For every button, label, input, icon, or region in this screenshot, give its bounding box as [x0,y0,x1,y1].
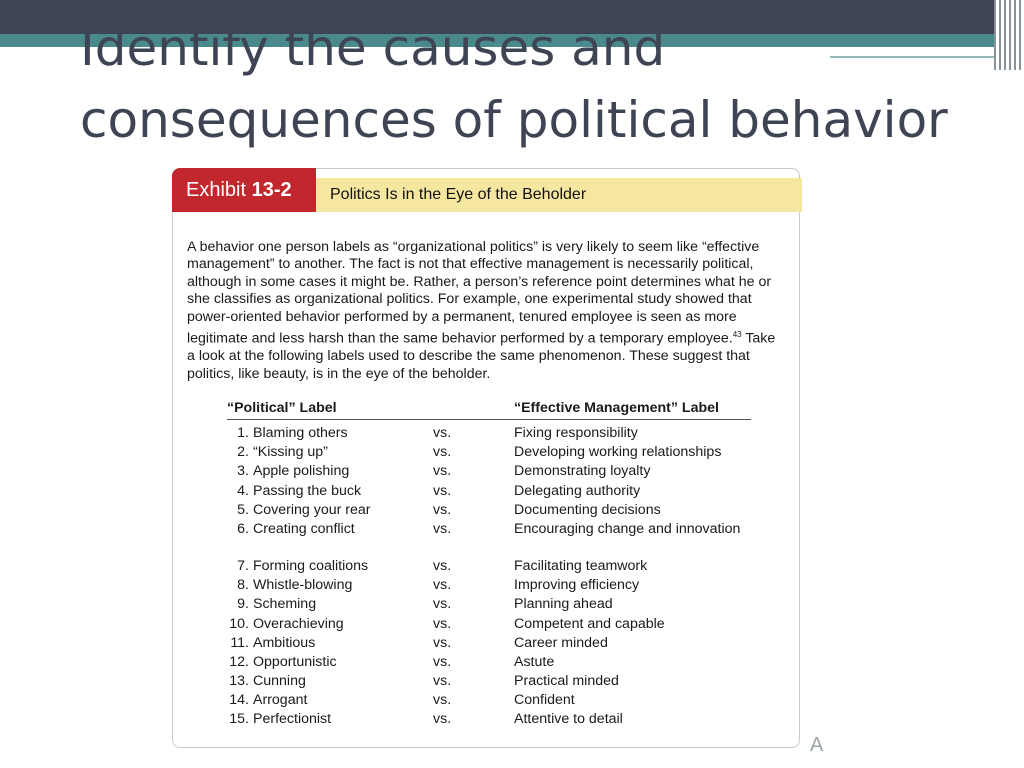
effective-label: Facilitating teamwork [514,557,648,574]
footnote-ref: 43 [732,330,742,340]
versus-label: vs. [433,711,452,728]
table-body [227,420,751,730]
political-label: Forming coalitions [253,557,369,574]
exhibit-label-prefix: Exhibit [186,179,252,201]
table-row [227,443,751,462]
row-number: 15. [229,711,249,728]
row-number: 6. [237,520,249,537]
versus-label: vs. [433,615,452,632]
effective-label: Improving efficiency [514,577,640,594]
table-row [227,634,751,653]
exhibit-title: Politics Is in the Eye of the Beholder [316,178,802,212]
row-number: 8. [237,577,249,594]
table-row [227,672,751,691]
row-number: 13. [229,673,249,690]
slide-title: Identify the causes and consequences of political behavior [80,19,948,149]
versus-label: vs. [433,520,452,537]
versus-label: vs. [433,577,452,594]
table-row [227,653,751,672]
versus-label: vs. [433,692,452,709]
political-label: Whistle-blowing [253,577,353,594]
body-text: A behavior one person labels as “organizational politics” is very likely to seem like “effective management” to another. The fact is not that effective management is necessarily political, although in some cases it might be. Rather, a person’s reference point determines what he or she classifies as organizational politics. For example, one experimental study showed that power-oriented behavior performed by a permanent, tenured employee is seen as more legitimate and less harsh than the same behavior performed by a temporary employee. [187,239,772,347]
table-row [227,462,751,481]
political-label: Passing the buck [253,482,362,499]
row-number: 4. [237,482,249,499]
political-label: Scheming [253,596,317,613]
political-label: Apple polishing [253,463,350,480]
effective-label: Astute [514,653,555,670]
table-row [227,576,751,595]
table-row [227,557,751,576]
political-label: Cunning [253,673,306,690]
effective-label: Developing working relationships [514,444,722,461]
table-row [227,710,751,729]
row-number: 11. [230,634,249,651]
exhibit-body [187,239,787,383]
row-number: 12. [229,653,249,670]
political-label: Opportunistic [253,653,337,670]
labels-table [227,400,751,730]
versus-label: vs. [433,653,452,670]
row-number: 7. [237,557,249,574]
political-label: Creating conflict [253,520,355,537]
political-label: “Kissing up” [253,444,328,461]
corner-glyph: A [810,734,824,756]
versus-label: vs. [433,501,452,518]
political-label: Covering your rear [253,501,371,518]
table-row [227,615,751,634]
versus-label: vs. [433,673,452,690]
row-number: 2. [237,444,249,461]
political-label: Overachieving [253,615,344,632]
row-number: 5. [237,501,249,518]
effective-label: Fixing responsibility [514,425,638,441]
effective-label: Documenting decisions [514,501,661,518]
effective-label: Delegating authority [514,482,641,499]
effective-label: Attentive to detail [514,711,623,728]
versus-label: vs. [433,444,452,461]
versus-label: vs. [433,634,452,651]
table-row [227,520,751,557]
effective-label: Competent and capable [514,615,665,632]
row-number: 10. [229,615,249,632]
table-row [227,482,751,501]
effective-label: Practical minded [514,673,619,690]
table-row [227,501,751,520]
political-label: Arrogant [253,692,308,709]
political-label: Blaming others [253,425,348,441]
table-row [227,691,751,710]
versus-label: vs. [433,482,452,499]
versus-label: vs. [433,425,452,441]
column-header-political: “Political” Label [227,400,337,416]
row-number: 9. [237,596,249,613]
table-header [227,400,751,420]
exhibit-box [172,168,800,748]
versus-label: vs. [433,463,452,480]
table-row [227,595,751,614]
political-label: Ambitious [253,634,316,651]
row-number: 3. [237,463,249,480]
effective-label: Career minded [514,634,608,651]
column-header-effective: “Effective Management” Label [514,400,719,416]
effective-label: Planning ahead [514,596,613,613]
row-number: 1. [237,425,249,441]
exhibit-number: 13-2 [251,179,292,201]
decorative-lines [994,0,1024,70]
exhibit-label [172,168,316,212]
table-row [227,424,751,443]
versus-label: vs. [433,596,452,613]
effective-label: Demonstrating loyalty [514,463,651,480]
body-text-continued: Take a look at the following labels used to describe the same phenomenon. These suggest that politics, like beauty, is in the eye of the beholder. [187,330,776,382]
row-number: 14. [229,692,249,709]
effective-label: Encouraging change and innovation [514,520,741,537]
effective-label: Confident [514,692,575,709]
political-label: Perfectionist [253,711,332,728]
versus-label: vs. [433,557,452,574]
